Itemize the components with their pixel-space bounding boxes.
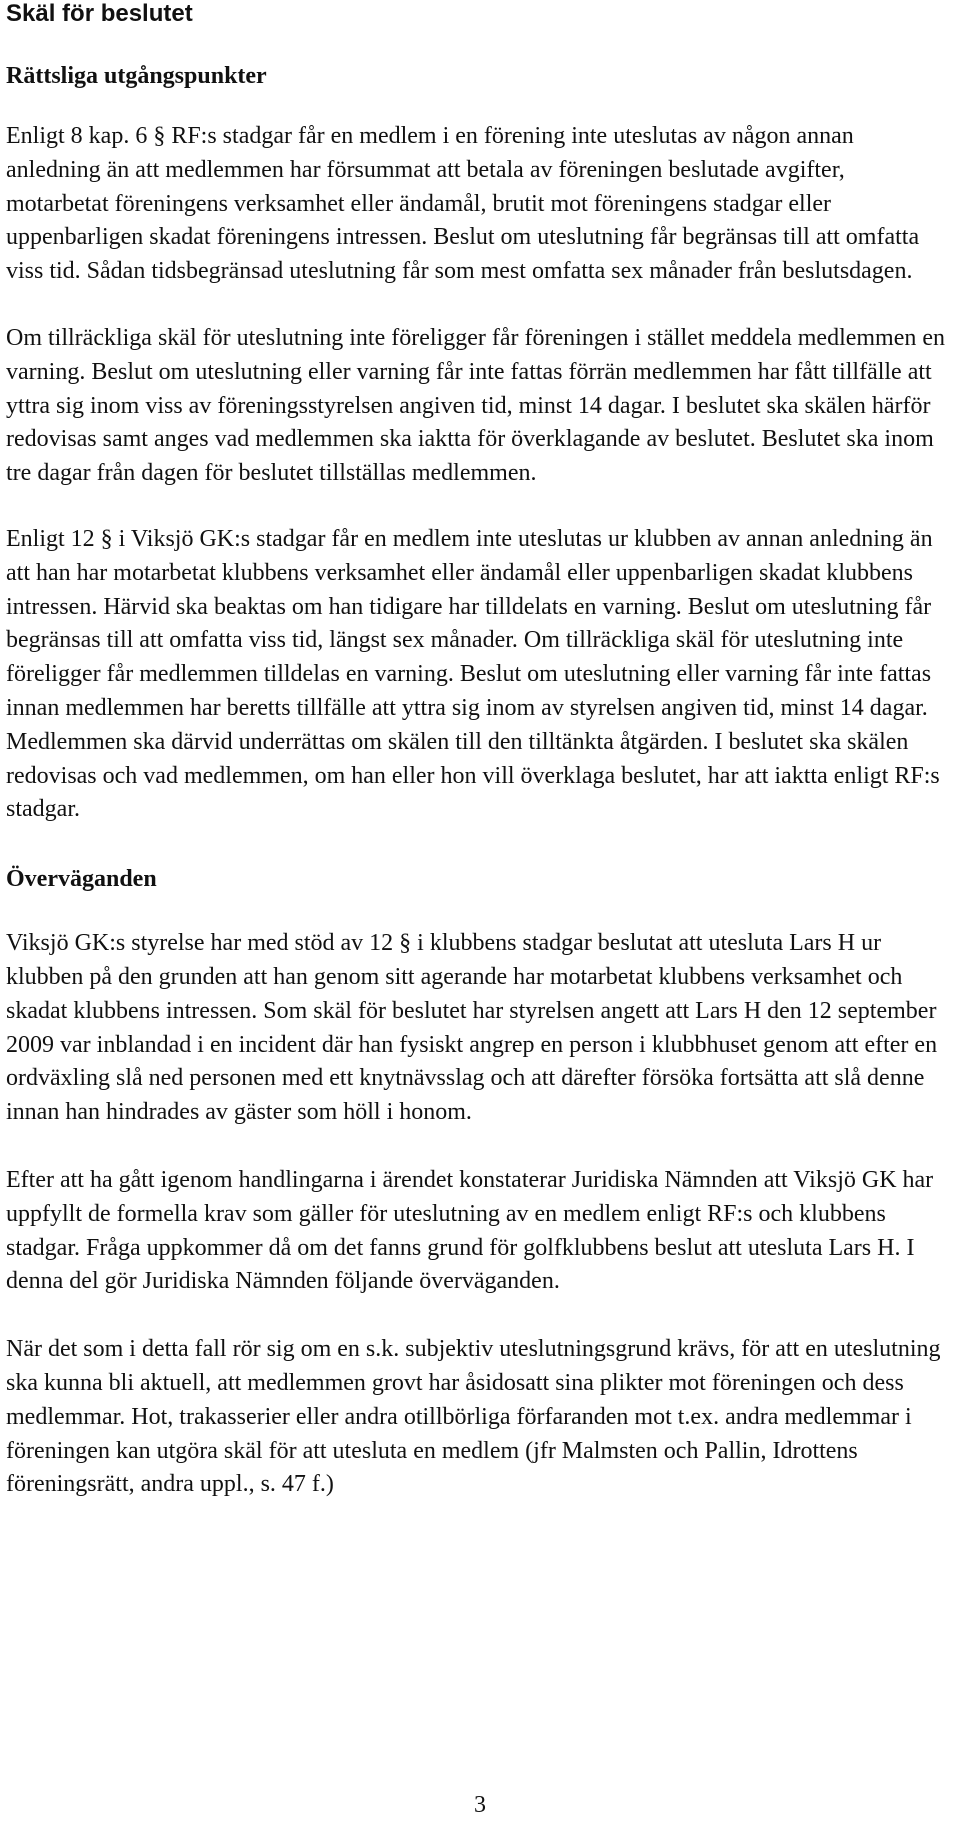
- paragraph-board-decision: Viksjö GK:s styrelse har med stöd av 12 § i klubbens stadgar beslutat att utesluta Lars H ur klubben på den grunden att han genom sitt agerande har motarbetat klubbens verksamhet och skadat klubbens intressen. Som skäl för beslutet har styrelsen angett att Lars H den 12 september 2009 var inblandad i en incident där han fysiskt angrep en person i klubbhuset genom att efter en ordväxling slå ned personen med ett knytnävsslag och att därefter försöka fortsätta att slå denne innan han hindrades av gäster som höll i honom.: [6, 930, 938, 1126]
- section-title-legal-basis: Rättsliga utgångspunkter: [6, 63, 267, 89]
- paragraph-warning-rules: Om tillräckliga skäl för uteslutning inte föreligger får föreningen i stället meddela medlemmen en varning. Beslut om uteslutning eller varning får inte fattas förrän medlemmen har fått tillfälle att yttra sig inom viss av föreningsstyrelsen angiven tid, minst 14 dagar. I beslutet ska skälen härför redovisas samt anges vad medlemmen ska iaktta för överklagande av beslutet. Beslutet ska inom tre dagar från dagen för beslutet tillställas medlemmen.: [6, 324, 946, 487]
- paragraph-club-statutes: Enligt 12 § i Viksjö GK:s stadgar får en medlem inte uteslutas ur klubben av annan anledning än att han har motarbetat klubbens verksamhet eller ändamål eller uppenbarligen skadat klubbens intressen. Härvid ska beaktas om han tidigare har tilldelats en varning. Beslut om uteslutning får begränsas till att omfatta viss tid, längst sex månader. Om tillräckliga skäl för uteslutning inte föreligger får medlemmen tilldelas en varning. Beslut om uteslutning eller varning får inte fattas innan medlemmen har beretts tillfälle att yttra sig inom av styrelsen angiven tid, minst 14 dagar. Medlemmen ska därvid underrättas om skälen till den tilltänkta åtgärden. I beslutet ska skälen redovisas och vad medlemmen, om han eller hon vill överklaga beslutet, har att iaktta enligt RF:s stadgar.: [6, 525, 940, 823]
- paragraph-rf-statutes: Enligt 8 kap. 6 § RF:s stadgar får en medlem i en förening inte uteslutas av någon annan anledning än att medlemmen har försummat att betala av föreningen beslutade avgifter, motarbetat föreningens verksamhet eller ändamål, brutit mot föreningens stadgar eller uppenbarligen skadat föreningens intressen. Beslut om uteslutning får begränsas till att omfatta viss tid. Sådan tidsbegränsad uteslutning får som mest omfatta sex månader från beslutsdagen.: [6, 123, 920, 285]
- document-page: [6, 0, 952, 1502]
- section-title-considerations: Överväganden: [6, 866, 157, 893]
- document-heading: Skäl för beslutet: [6, 0, 193, 27]
- page-number: 3: [474, 1792, 486, 1818]
- paragraph-formal-requirements: Efter att ha gått igenom handlingarna i ärendet konstaterar Juridiska Nämnden att Viksjö GK har uppfyllt de formella krav som gäller för uteslutning av en medlem enligt RF:s och klubbens stadgar. Fråga uppkommer då om det fanns grund för golfklubbens beslut att utesluta Lars H. I denna del gör Juridiska Nämnden följande överväganden.: [6, 1166, 934, 1295]
- paragraph-subjective-grounds: När det som i detta fall rör sig om en s.k. subjektiv uteslutningsgrund krävs, för att en uteslutning ska kunna bli aktuell, att medlemmen grovt har åsidosatt sina plikter mot föreningen och dess medlemmar. Hot, trakasserier eller andra otillbörliga förfaranden mot t.ex. andra medlemmar i föreningen kan utgöra skäl för att utesluta en medlem (jfr Malmsten och Pallin, Idrottens föreningsrätt, andra uppl., s. 47 f.): [6, 1336, 941, 1498]
